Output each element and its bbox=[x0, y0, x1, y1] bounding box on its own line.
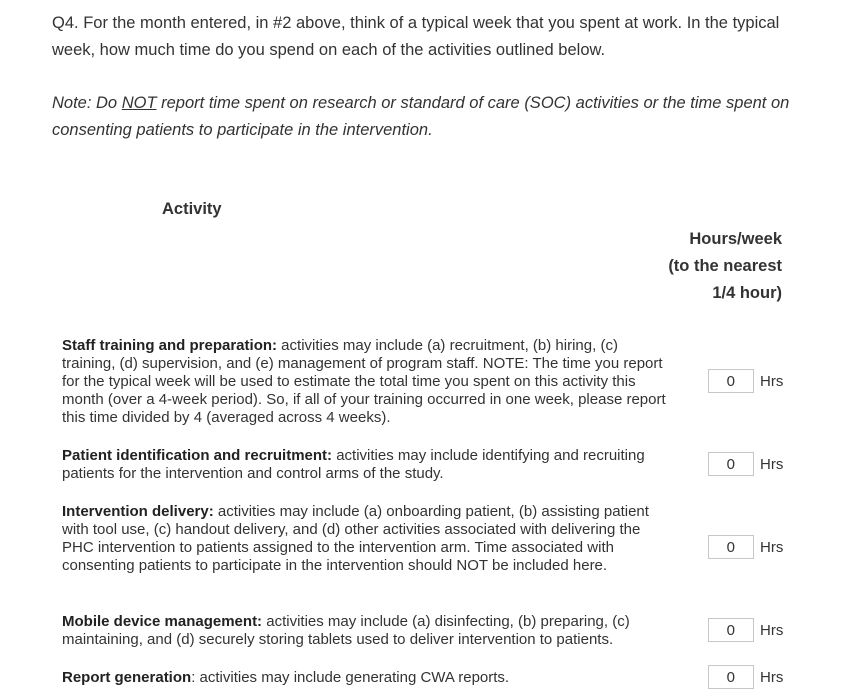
activity-row-report-generation bbox=[62, 669, 672, 687]
note-emphasis: NOT bbox=[121, 94, 157, 112]
hours-header-line2: (to the nearest bbox=[668, 257, 782, 275]
activity-description: activities may include (a) disinfecting, (b) preparing, (c) maintaining, and (d) securely storing tablets used to deliver intervention to patients. bbox=[62, 613, 630, 648]
activity-row-intervention-delivery bbox=[62, 503, 672, 575]
hours-header-line3: 1/4 hour) bbox=[712, 284, 782, 302]
activity-title: Patient identification and recruitment: bbox=[62, 447, 333, 464]
activity-description: activities may include (a) recruitment, (b) hiring, (c) training, (d) supervision, and (e) management of program staff. NOTE: The time you report for the typical week will be used to estimate the total time you spent on this activity this month (over a 4-week period). So, if all of your training occurred in one week, please report this time divided by 4 (averaged across 4 weeks). bbox=[62, 337, 666, 426]
intervention-delivery-hours-input[interactable] bbox=[708, 535, 754, 559]
hrs-unit-label: Hrs bbox=[760, 539, 784, 556]
hrs-unit-label: Hrs bbox=[760, 373, 784, 390]
activity-column-header: Activity bbox=[162, 200, 222, 218]
question-number: Q4. bbox=[52, 14, 79, 32]
staff-training-hours-input[interactable] bbox=[708, 369, 754, 393]
activity-title: Report generation bbox=[62, 669, 192, 686]
activity-description: activities may include (a) onboarding patient, (b) assisting patient with tool use, (c) handout delivery, and (d) other activities associated with delivering the PHC intervention to patients assigned to the intervention arm. Time associated with consenting patients to participate in the intervention should NOT be included here. bbox=[62, 503, 649, 574]
hrs-unit-label: Hrs bbox=[760, 622, 784, 639]
activity-title: Intervention delivery: bbox=[62, 503, 214, 520]
hrs-unit-label: Hrs bbox=[760, 669, 784, 686]
activity-row-patient-identification bbox=[62, 447, 672, 483]
note-suffix: report time spent on research or standard of care (SOC) activities or the time spent on consenting patients to participate in the intervention. bbox=[52, 94, 790, 139]
activity-description: activities may include identifying and recruiting patients for the intervention and control arms of the study. bbox=[62, 447, 645, 482]
report-generation-hours-input[interactable] bbox=[708, 665, 754, 689]
note-text bbox=[52, 90, 812, 144]
activity-description: : activities may include generating CWA reports. bbox=[191, 669, 510, 686]
patient-identification-hours-input[interactable] bbox=[708, 452, 754, 476]
hours-header-line1: Hours/week bbox=[689, 230, 782, 248]
activity-row-mobile-device-management bbox=[62, 613, 672, 649]
question-body: For the month entered, in #2 above, think of a typical week that you spent at work. In the typical week, how much time do you spend on each of the activities outlined below. bbox=[52, 14, 780, 59]
activity-title: Mobile device management: bbox=[62, 613, 263, 630]
activity-row-staff-training bbox=[62, 337, 672, 427]
mobile-device-management-hours-input[interactable] bbox=[708, 618, 754, 642]
question-text bbox=[52, 10, 812, 64]
hrs-unit-label: Hrs bbox=[760, 456, 784, 473]
activity-title: Staff training and preparation: bbox=[62, 337, 278, 354]
note-prefix: Note: Do bbox=[52, 94, 122, 112]
hours-column-header bbox=[620, 226, 782, 307]
